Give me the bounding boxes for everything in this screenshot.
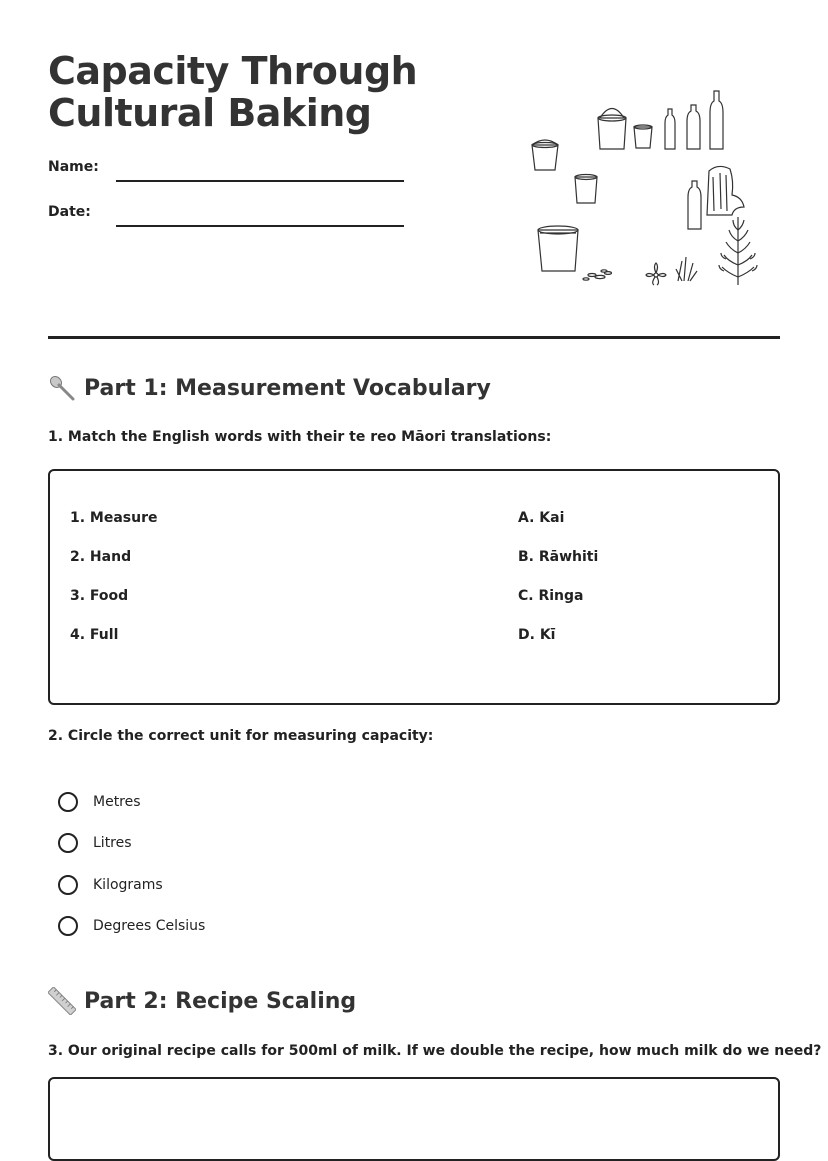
containers-illustration bbox=[520, 85, 770, 290]
section-divider bbox=[48, 336, 780, 339]
name-label: Name: bbox=[48, 159, 99, 175]
option-litres[interactable] bbox=[58, 831, 132, 855]
question-2: 2. Circle the correct unit for measuring capacity: bbox=[48, 728, 434, 744]
question-1: 1. Match the English words with their te reo Māori translations: bbox=[48, 429, 552, 445]
english-word-hand[interactable]: 2. Hand bbox=[70, 549, 132, 565]
part2-heading bbox=[48, 987, 356, 1015]
option-label: Kilograms bbox=[93, 877, 163, 893]
bottle-icon bbox=[688, 181, 701, 229]
english-word-full[interactable]: 4. Full bbox=[70, 627, 119, 643]
matching-box bbox=[48, 469, 780, 705]
radio-circle[interactable] bbox=[58, 875, 78, 895]
small-bucket-icon bbox=[532, 145, 558, 170]
tree-stump-icon bbox=[707, 166, 744, 215]
answer-box[interactable] bbox=[48, 1077, 780, 1161]
date-label: Date: bbox=[48, 204, 91, 220]
option-label: Litres bbox=[93, 835, 132, 851]
english-word-measure[interactable]: 1. Measure bbox=[70, 510, 158, 526]
option-degrees-celsius[interactable] bbox=[58, 914, 205, 938]
canister-icon bbox=[598, 109, 626, 150]
large-bucket-icon bbox=[538, 226, 578, 271]
radio-circle[interactable] bbox=[58, 792, 78, 812]
english-word-food[interactable]: 3. Food bbox=[70, 588, 129, 604]
radio-circle[interactable] bbox=[58, 833, 78, 853]
option-metres[interactable] bbox=[58, 790, 141, 814]
question-3: 3. Our original recipe calls for 500ml of milk. If we double the recipe, how much milk do we need? bbox=[48, 1043, 822, 1059]
spoon-icon bbox=[48, 374, 76, 402]
name-field[interactable] bbox=[116, 180, 404, 182]
flower-icon bbox=[646, 263, 666, 285]
maori-word-ringa[interactable]: C. Ringa bbox=[518, 588, 584, 604]
maori-word-ki[interactable]: D. Kī bbox=[518, 627, 556, 643]
worksheet-title bbox=[48, 50, 417, 134]
part1-heading bbox=[48, 374, 491, 402]
part2-title: Part 2: Recipe Scaling bbox=[84, 988, 357, 1014]
jar-icon bbox=[575, 177, 597, 203]
bottle-icon bbox=[665, 109, 675, 149]
option-label: Degrees Celsius bbox=[93, 918, 206, 934]
cup-icon bbox=[634, 127, 652, 148]
date-field[interactable] bbox=[116, 225, 404, 227]
ruler-icon bbox=[48, 987, 76, 1015]
maori-word-rawhiti[interactable]: B. Rāwhiti bbox=[518, 549, 599, 565]
grass-icon bbox=[676, 257, 697, 281]
bottle-icon bbox=[710, 91, 723, 149]
fern-icon bbox=[719, 217, 757, 285]
maori-word-kai[interactable]: A. Kai bbox=[518, 510, 565, 526]
option-label: Metres bbox=[93, 794, 141, 810]
radio-circle[interactable] bbox=[58, 916, 78, 936]
bottle-icon bbox=[687, 105, 700, 149]
title-line-2: Cultural Baking bbox=[48, 91, 372, 135]
part1-title: Part 1: Measurement Vocabulary bbox=[84, 375, 491, 401]
option-kilograms[interactable] bbox=[58, 873, 163, 897]
title-line-1: Capacity Through bbox=[48, 49, 418, 93]
pebbles-icon bbox=[583, 270, 612, 280]
